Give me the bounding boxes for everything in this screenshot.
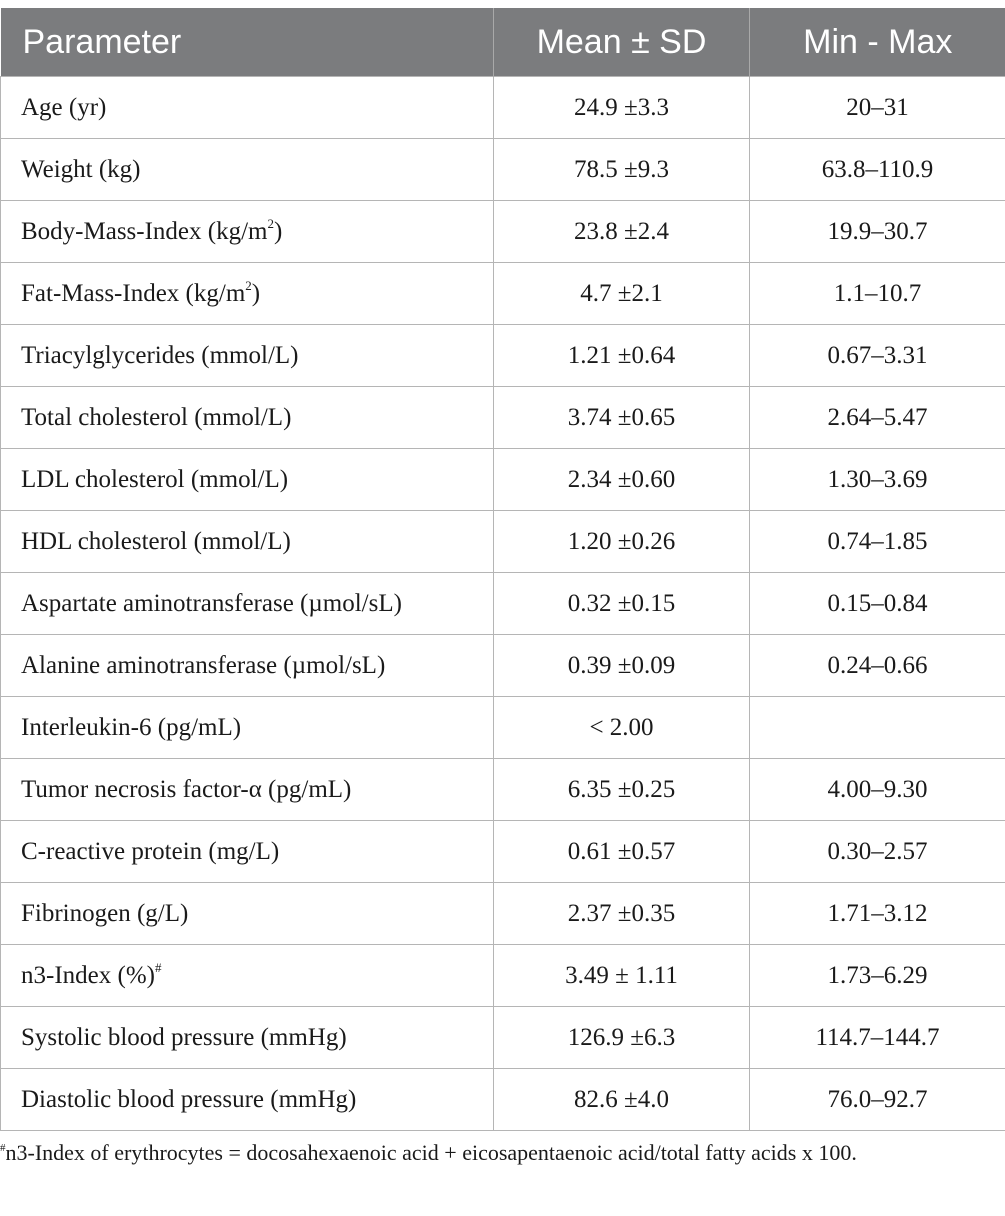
cell-min-max: 114.7–144.7 [750,1007,1005,1069]
data-table [0,8,1005,1131]
cell-parameter [1,635,494,697]
cell-parameter [1,263,494,325]
parameter-label: Fat-Mass-Index (kg/m [21,279,246,307]
cell-parameter [1,1007,494,1069]
cell-mean-sd: 78.5 ±9.3 [494,139,750,201]
table-row [1,263,1005,325]
cell-parameter [1,139,494,201]
parameter-label: Total cholesterol (mmol/L) [21,403,292,431]
cell-parameter [1,759,494,821]
table-row [1,883,1005,945]
cell-parameter [1,449,494,511]
table-row [1,697,1005,759]
table-body [1,77,1005,1131]
header-row [1,8,1005,77]
column-header-min-max: Min - Max [750,8,1005,77]
parameter-label: Triacylglycerides (mmol/L) [21,341,299,369]
cell-mean-sd: 82.6 ±4.0 [494,1069,750,1131]
column-header-mean-sd: Mean ± SD [494,8,750,77]
cell-mean-sd: 0.32 ±0.15 [494,573,750,635]
parameter-label: Body-Mass-Index (kg/m [21,217,268,245]
parameter-label: Weight (kg) [21,155,141,183]
table-row [1,573,1005,635]
table-row [1,759,1005,821]
data-table-container [0,8,1005,1131]
table-row [1,511,1005,573]
parameter-superscript: 2 [267,215,274,231]
cell-mean-sd: 6.35 ±0.25 [494,759,750,821]
cell-mean-sd: 126.9 ±6.3 [494,1007,750,1069]
cell-min-max: 0.30–2.57 [750,821,1005,883]
table-header [1,8,1005,77]
column-header-parameter: Parameter [1,8,494,77]
cell-mean-sd: 0.39 ±0.09 [494,635,750,697]
parameter-label: Systolic blood pressure (mmHg) [21,1023,347,1051]
table-row [1,325,1005,387]
cell-min-max: 1.30–3.69 [750,449,1005,511]
cell-parameter [1,325,494,387]
cell-min-max: 76.0–92.7 [750,1069,1005,1131]
table-row [1,635,1005,697]
cell-min-max: 1.1–10.7 [750,263,1005,325]
cell-parameter [1,883,494,945]
table-row [1,945,1005,1007]
cell-min-max: 4.00–9.30 [750,759,1005,821]
parameter-label: Tumor necrosis factor-α (pg/mL) [21,775,352,803]
parameter-label: Aspartate aminotransferase (µmol/sL) [21,589,402,617]
cell-parameter [1,697,494,759]
cell-min-max [750,697,1005,759]
table-row [1,201,1005,263]
cell-mean-sd: 24.9 ±3.3 [494,77,750,139]
cell-min-max: 1.71–3.12 [750,883,1005,945]
cell-mean-sd: < 2.00 [494,697,750,759]
parameter-label: Interleukin-6 (pg/mL) [21,713,242,741]
cell-parameter [1,511,494,573]
cell-parameter [1,387,494,449]
cell-parameter [1,1069,494,1131]
table-row [1,1007,1005,1069]
cell-min-max: 0.24–0.66 [750,635,1005,697]
cell-parameter [1,573,494,635]
cell-mean-sd: 1.21 ±0.64 [494,325,750,387]
parameter-label-tail: ) [274,217,283,245]
parameter-label: Alanine aminotransferase (µmol/sL) [21,651,386,679]
cell-min-max: 0.74–1.85 [750,511,1005,573]
table-row [1,387,1005,449]
cell-mean-sd: 1.20 ±0.26 [494,511,750,573]
cell-mean-sd: 23.8 ±2.4 [494,201,750,263]
footnote-mark: # [0,1142,6,1154]
cell-mean-sd: 3.49 ± 1.11 [494,945,750,1007]
parameter-label: HDL cholesterol (mmol/L) [21,527,291,555]
parameter-label: LDL cholesterol (mmol/L) [21,465,289,493]
parameter-superscript: # [154,959,162,975]
cell-parameter [1,201,494,263]
parameter-label: n3-Index (%) [21,961,155,989]
parameter-label: Age (yr) [21,93,107,121]
cell-min-max: 0.15–0.84 [750,573,1005,635]
footnote-text: n3-Index of erythrocytes = docosahexaenoic acid + eicosapentaenoic acid/total fatty acids x 100. [5,1140,857,1165]
cell-mean-sd: 3.74 ±0.65 [494,387,750,449]
cell-mean-sd: 2.34 ±0.60 [494,449,750,511]
cell-parameter [1,821,494,883]
table-row [1,449,1005,511]
cell-mean-sd: 0.61 ±0.57 [494,821,750,883]
table-footnote [0,1136,1000,1169]
table-row [1,821,1005,883]
cell-parameter [1,945,494,1007]
cell-parameter [1,77,494,139]
cell-min-max: 1.73–6.29 [750,945,1005,1007]
table-row [1,1069,1005,1131]
cell-mean-sd: 4.7 ±2.1 [494,263,750,325]
cell-mean-sd: 2.37 ±0.35 [494,883,750,945]
parameter-label-tail: ) [251,279,261,307]
table-row [1,139,1005,201]
table-row [1,77,1005,139]
cell-min-max: 63.8–110.9 [750,139,1005,201]
cell-min-max: 0.67–3.31 [750,325,1005,387]
cell-min-max: 20–31 [750,77,1005,139]
cell-min-max: 19.9–30.7 [750,201,1005,263]
parameter-superscript: 2 [245,277,252,293]
parameter-label: C-reactive protein (mg/L) [21,837,280,865]
cell-min-max: 2.64–5.47 [750,387,1005,449]
parameter-label: Diastolic blood pressure (mmHg) [21,1085,357,1113]
parameter-label: Fibrinogen (g/L) [21,899,189,927]
